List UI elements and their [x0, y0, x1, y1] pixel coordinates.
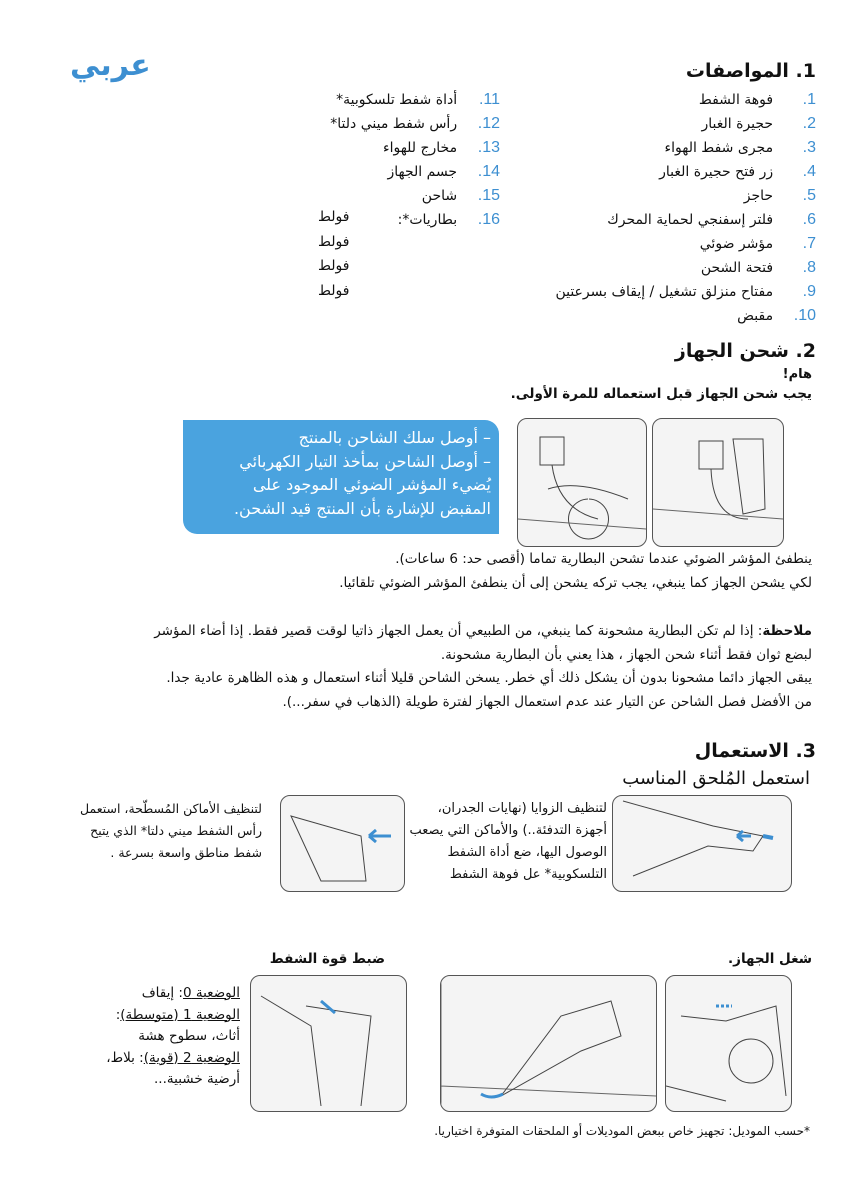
delta-text-line: شفط مناطق واسعة بسرعة . — [110, 845, 262, 860]
section-3-title: 3. الاستعمال — [694, 740, 816, 762]
spec-label: حاجز — [743, 188, 774, 204]
charging-device-illustration — [652, 418, 784, 547]
spec-label: شاحن — [421, 188, 458, 204]
delta-text-line: لتنظيف الأماكن المُسطّحة، استعمل — [80, 801, 262, 816]
step-text: المقبض للإشارة بأن المنتج قيد الشحن. — [233, 498, 491, 518]
tool-text-line: أجهزة التدفئة..) والأماكن التي يصعب — [409, 823, 607, 838]
spec-item — [555, 160, 816, 184]
power-level-label: الوضعية 0 — [182, 985, 240, 1001]
spec-number: 15. — [477, 187, 500, 204]
power-level-desc: أرضية خشبية... — [154, 1071, 240, 1087]
spec-number: 5. — [802, 187, 816, 204]
spec-item — [330, 208, 500, 232]
volt-label: فولط — [318, 282, 350, 299]
spec-item — [555, 280, 816, 304]
start-device-title: شغل الجهاز. — [728, 951, 812, 967]
footnote: *حسب الموديل: تجهيز خاص ببعض الموديلات أو الملحقات المتوفرة اختياريا. — [434, 1124, 810, 1138]
volts-list — [318, 205, 349, 303]
charge-warning: يجب شحن الجهاز قبل استعماله للمرة الأولى. — [510, 386, 812, 402]
spec-item — [330, 136, 500, 160]
spec-item — [555, 136, 816, 160]
spec-item — [330, 112, 500, 136]
spec-item — [555, 184, 816, 208]
power-level-desc: : بلاط، — [106, 1049, 144, 1066]
section-3-subtitle: استعمل المُلحق المناسب — [622, 768, 810, 789]
section-1-title: 1. المواصفات — [685, 60, 816, 82]
power-level-label: الوضعية 1 (متوسطة) — [120, 1006, 240, 1023]
spec-number: 8. — [802, 259, 816, 276]
spec-number: 10. — [793, 307, 816, 324]
tool-text-line: الوصول اليها، ضع أداة الشفط — [447, 845, 607, 860]
spec-number: 16. — [477, 211, 500, 228]
tool-text-line: التلسكوبية* عل فوهة الشفط — [449, 867, 607, 882]
note-block — [154, 620, 812, 714]
power-level-0 — [106, 983, 240, 1005]
suction-power-title: ضبط قوة الشفط — [269, 951, 385, 967]
spec-number: 13. — [477, 139, 500, 156]
spec-number: 4. — [802, 163, 816, 180]
spec-number: 2. — [802, 115, 816, 132]
charge-info — [339, 548, 812, 595]
spec-label: مؤشر ضوئي — [699, 236, 774, 252]
note-text: : إذا لم تكن البطارية مشحونة كما ينبغي، من الطبيعي أن يعمل الجهاز ذاتيا لوقت قصير فقط. إذا أضاء المؤشر — [154, 623, 763, 639]
language-label: عربي — [70, 48, 151, 83]
delta-text-line: رأس الشفط ميني دلتا* الذي يتيح — [90, 823, 262, 838]
spec-label: رأس شفط ميني دلتا* — [330, 116, 458, 132]
power-level-2 — [106, 1048, 240, 1070]
volt-label: فولط — [318, 258, 350, 274]
tool-text-line: لتنظيف الزوايا (نهايات الجدران، — [437, 801, 607, 816]
power-switch-illustration — [250, 975, 407, 1112]
spec-number: 7. — [802, 235, 816, 252]
step-text: – أوصل الشاحن بمأخذ التيار الكهربائي — [239, 451, 491, 471]
important-label: هام! — [782, 367, 812, 382]
spec-label: بطاريات*: — [397, 212, 458, 228]
spec-item — [555, 304, 816, 328]
note-text: من الأفضل فصل الشاحن عن التيار عند عدم استعمال الجهاز لفترة طويلة (الذهاب في سفر...). — [282, 693, 812, 710]
power-level-desc: : — [115, 1006, 121, 1023]
plug-in-illustration — [665, 975, 792, 1112]
spec-item — [555, 112, 816, 136]
spec-item — [555, 208, 816, 232]
power-level-desc: : إيقاف — [141, 985, 183, 1001]
spec-label: فتحة الشحن — [700, 260, 774, 276]
spec-label: مقبض — [737, 308, 774, 324]
floor-cleaning-illustration — [440, 975, 657, 1112]
spec-item — [330, 160, 500, 184]
power-level-desc: أثاث، سطوح هشة — [138, 1028, 240, 1044]
spec-number: 9. — [802, 283, 816, 300]
telescopic-tool-text — [410, 798, 608, 886]
spec-label: فوهة الشفط — [698, 92, 774, 108]
spec-item — [330, 88, 500, 112]
spec-item — [555, 88, 816, 112]
spec-label: مخارج للهواء — [382, 140, 458, 156]
volt-label: فولط — [318, 233, 350, 250]
telescopic-tool-illustration — [612, 795, 792, 892]
specs-list-right — [555, 88, 816, 328]
info-line: ينطفئ المؤشر الضوئي عندما تشحن البطارية تماما (أقصى حد: 6 ساعات). — [395, 551, 812, 567]
spec-label: زر فتح حجيرة الغبار — [659, 164, 774, 180]
spec-number: 1. — [802, 91, 816, 108]
spec-number: 11. — [478, 91, 500, 108]
power-level-label: الوضعية 2 (قوية) — [143, 1049, 240, 1066]
mini-delta-text — [80, 798, 262, 864]
note-label: ملاحظة — [762, 623, 812, 639]
spec-label: جسم الجهاز — [387, 164, 458, 180]
spec-item — [555, 232, 816, 256]
spec-number: 14. — [477, 163, 500, 180]
specs-list-left — [330, 88, 500, 232]
info-line: لكي يشحن الجهاز كما ينبغي، يجب تركه يشحن إلى أن ينطفئ المؤشر الضوئي تلقائيا. — [339, 574, 812, 591]
note-text: يبقى الجهاز دائما مشحونا بدون أن يشكل ذلك أي خطر. يسخن الشاحن قليلا أثناء استعمال و هذه الظاهرة عادية جدا. — [166, 670, 812, 686]
mini-delta-illustration — [280, 795, 405, 892]
note-text: لبضع ثوان فقط أثناء شحن الجهاز ، هذا يعني بأن البطارية مشحونة. — [440, 646, 812, 663]
step-text: يُضيء المؤشر الضوئي الموجود على — [252, 475, 491, 494]
spec-label: مفتاح منزلق تشغيل / إيقاف بسرعتين — [555, 284, 774, 300]
charging-steps-box — [183, 420, 499, 534]
spec-number: 12. — [477, 115, 500, 132]
spec-label: حجيرة الغبار — [701, 116, 774, 132]
charger-illustration — [517, 418, 647, 547]
spec-number: 6. — [802, 211, 816, 228]
spec-item — [555, 256, 816, 280]
spec-item — [330, 184, 500, 208]
volt-label: فولط — [318, 209, 350, 225]
section-2-title: 2. شحن الجهاز — [674, 340, 816, 362]
spec-number: 3. — [802, 139, 816, 156]
spec-label: مجرى شفط الهواء — [664, 140, 774, 156]
power-levels — [106, 983, 240, 1091]
spec-label: أداة شفط تلسكوبية* — [336, 92, 458, 108]
spec-label: فلتر إسفنجي لحماية المحرك — [607, 212, 774, 228]
power-level-1 — [106, 1005, 240, 1027]
step-text: – أوصل سلك الشاحن بالمنتج — [298, 428, 491, 447]
